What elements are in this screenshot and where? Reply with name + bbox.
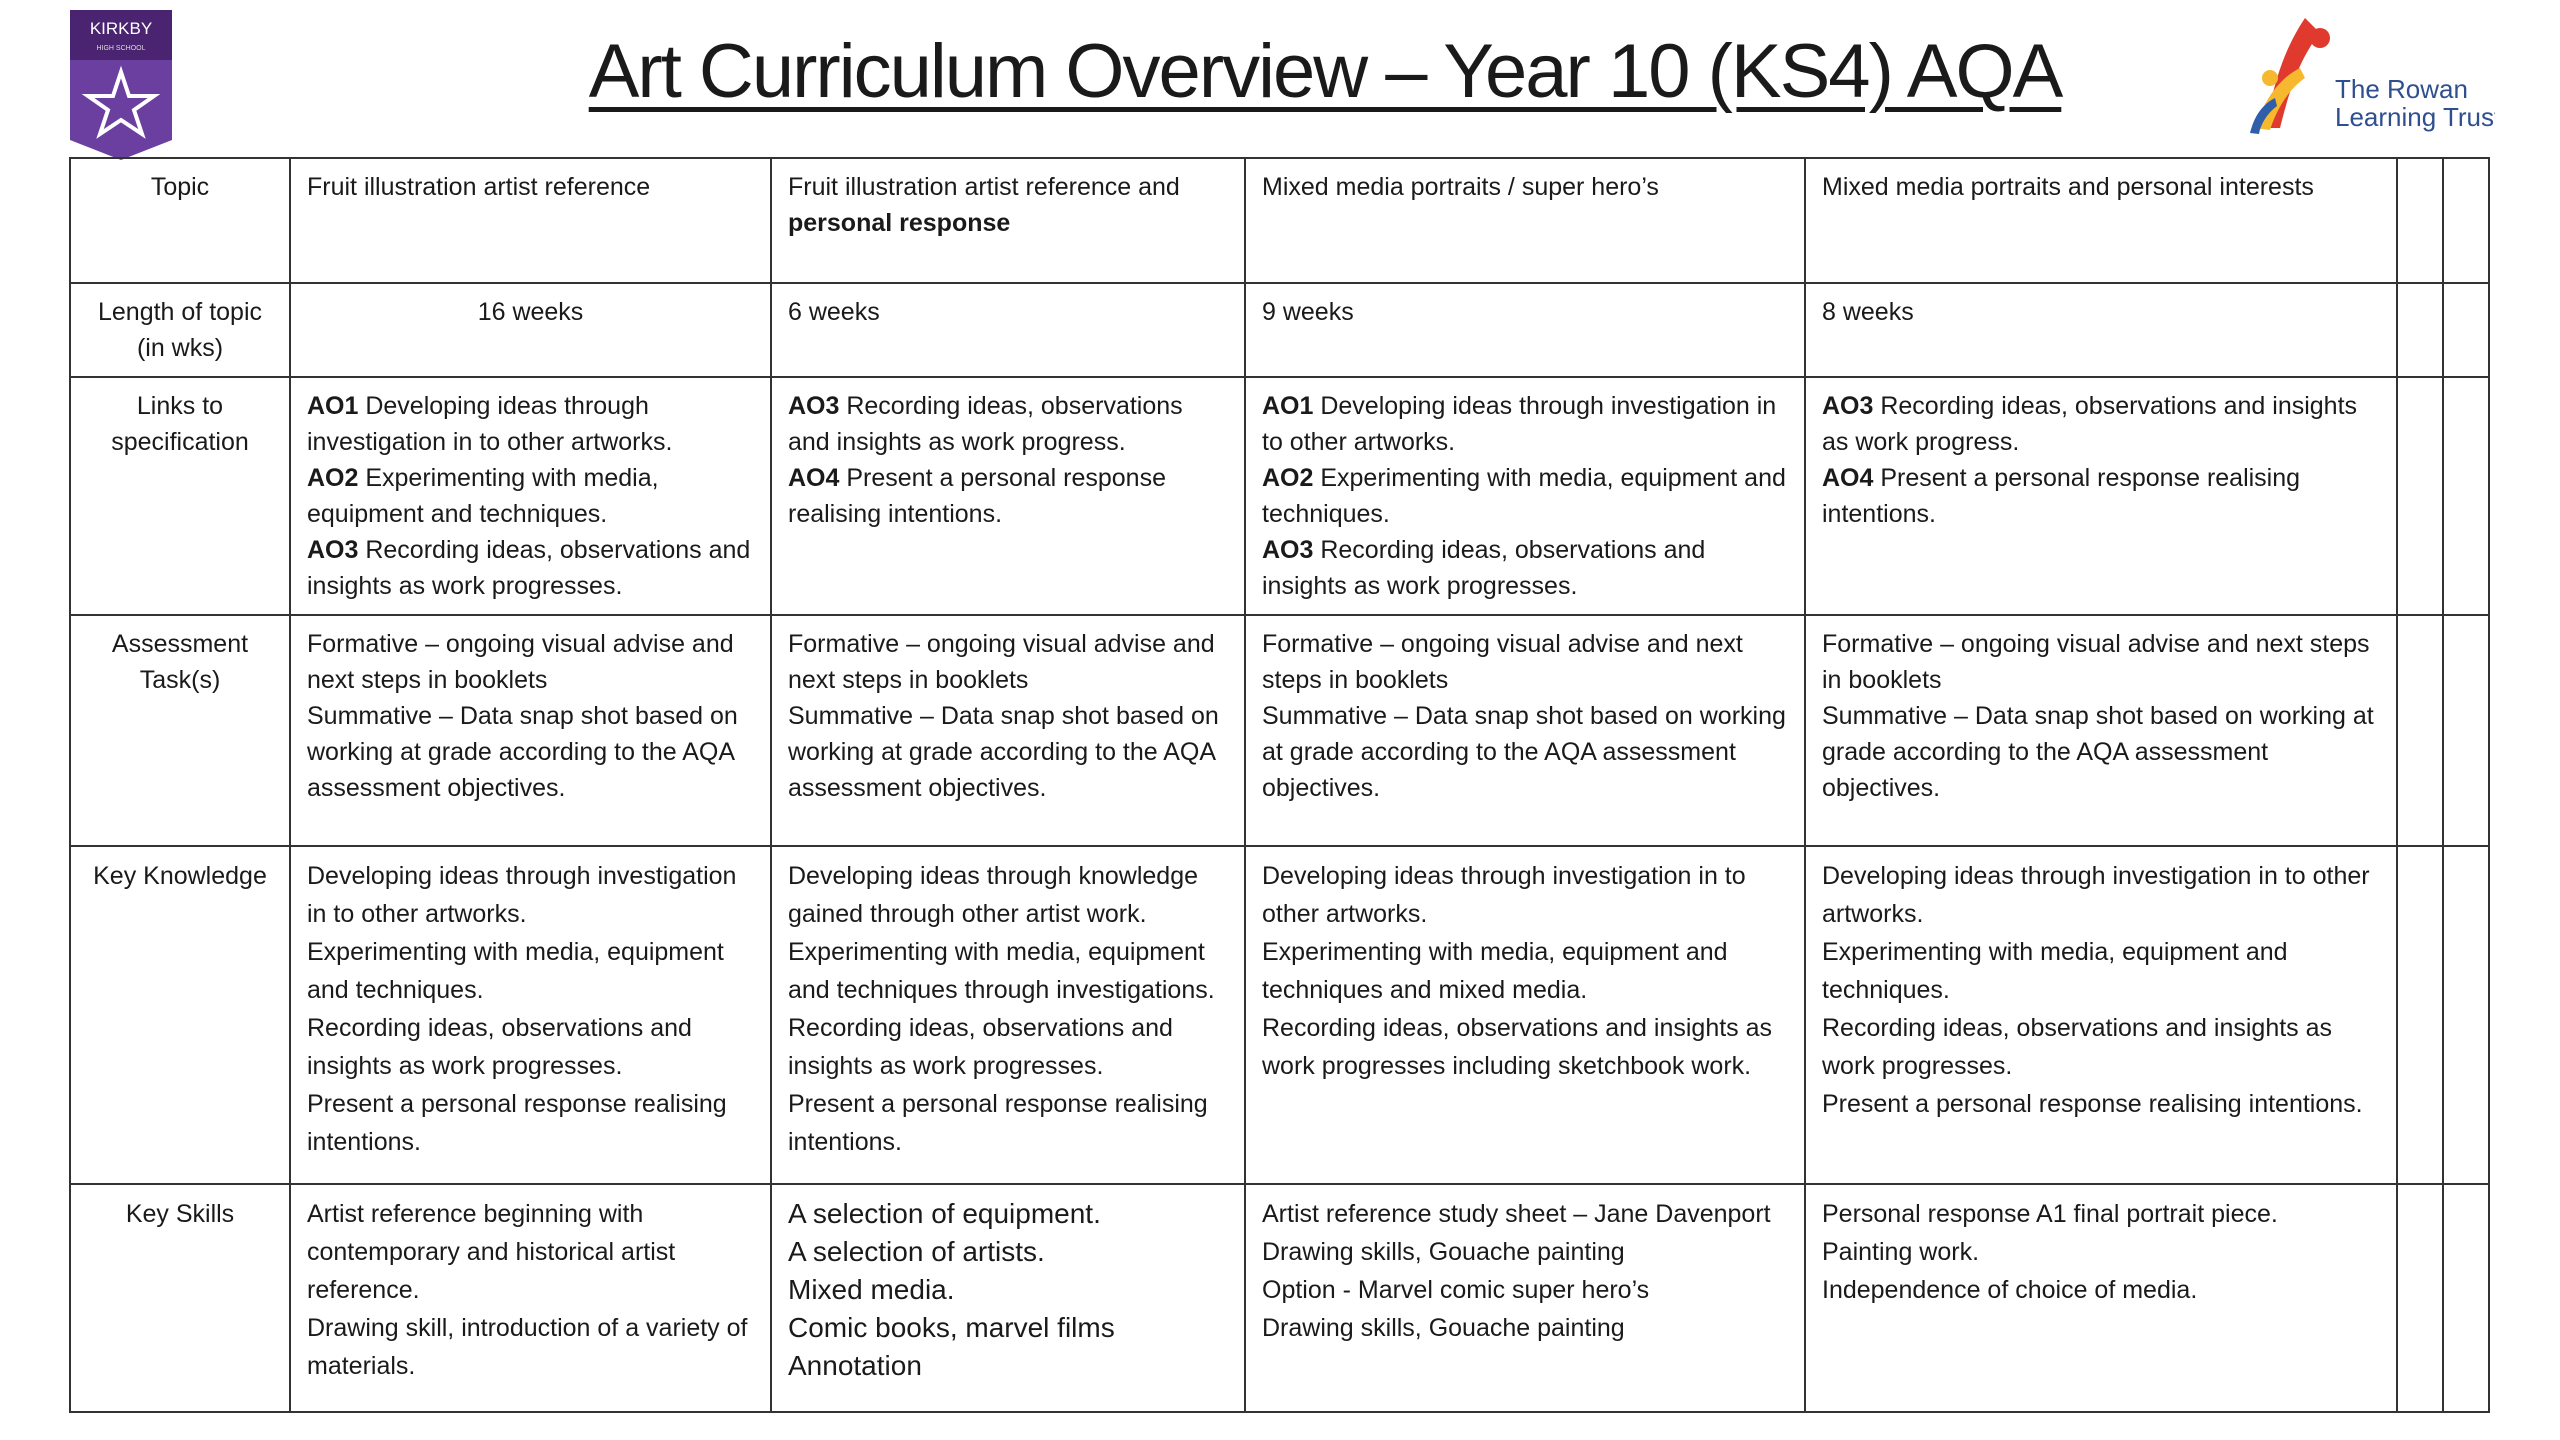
spec-objective bbox=[788, 388, 1228, 460]
spec-objective bbox=[1262, 532, 1788, 604]
table-cell bbox=[1245, 1184, 1805, 1412]
table-row-links bbox=[70, 377, 2489, 615]
cell-text: Recording ideas, observations and insights as work progresses. bbox=[307, 1014, 692, 1080]
cell-text: 16 weeks bbox=[477, 298, 584, 326]
table-cell bbox=[1805, 615, 2397, 846]
row-label: Length of topic (in wks) bbox=[70, 283, 290, 377]
page-title: Art Curriculum Overview – Year 10 (KS4) AQA bbox=[588, 29, 2062, 114]
empty-cell bbox=[2443, 377, 2489, 615]
objective-text: Experimenting with media, equipment and techniques. bbox=[307, 464, 659, 528]
table-cell bbox=[290, 158, 771, 283]
objective-code: AO1 bbox=[307, 392, 359, 420]
table-row-topic bbox=[70, 158, 2489, 283]
empty-cell bbox=[2397, 283, 2443, 377]
table-cell bbox=[290, 283, 771, 377]
spec-objective bbox=[1262, 388, 1788, 460]
table-cell bbox=[1245, 615, 1805, 846]
cell-text: Summative – Data snap shot based on working at grade according to the AQA assessment objectives. bbox=[1262, 702, 1786, 802]
row-label: Assessment Task(s) bbox=[70, 615, 290, 846]
objective-code: AO4 bbox=[1822, 464, 1874, 492]
objective-text: Experimenting with media, equipment and techniques. bbox=[1262, 464, 1786, 528]
table-cell bbox=[1805, 158, 2397, 283]
cell-text: Summative – Data snap shot based on working at grade according to the AQA assessment objectives. bbox=[307, 702, 738, 802]
objective-text: Present a personal response realising intentions. bbox=[1822, 464, 2301, 528]
empty-cell bbox=[2443, 1184, 2489, 1412]
cell-text: A selection of equipment. bbox=[788, 1198, 1101, 1229]
spec-objective bbox=[788, 460, 1228, 532]
cell-text: Drawing skill, introduction of a variety of materials. bbox=[307, 1314, 748, 1380]
row-label: Links to specification bbox=[70, 377, 290, 615]
cell-text: Summative – Data snap shot based on working at grade according to the AQA assessment objectives. bbox=[1822, 702, 2374, 802]
cell-text: Developing ideas through knowledge gained through other artist work. bbox=[788, 862, 1199, 928]
cell-text: Formative – ongoing visual advise and next steps in booklets bbox=[788, 630, 1215, 694]
row-label: Key Knowledge bbox=[70, 846, 290, 1184]
row-label: Key Skills bbox=[70, 1184, 290, 1412]
table-row-key-knowledge bbox=[70, 846, 2489, 1184]
cell-text: Experimenting with media, equipment and techniques. bbox=[1822, 938, 2288, 1004]
table-cell bbox=[771, 846, 1245, 1184]
cell-text: Experimenting with media, equipment and techniques through investigations. bbox=[788, 938, 1215, 1004]
cell-text: Fruit illustration artist reference and bbox=[788, 173, 1180, 201]
table-cell bbox=[1805, 846, 2397, 1184]
svg-text:HIGH SCHOOL: HIGH SCHOOL bbox=[96, 45, 146, 52]
table-cell bbox=[290, 846, 771, 1184]
cell-text: Developing ideas through investigation in to other artworks. bbox=[1262, 862, 1746, 928]
cell-text: Formative – ongoing visual advise and next steps in booklets bbox=[307, 630, 734, 694]
cell-text: Experimenting with media, equipment and techniques and mixed media. bbox=[1262, 938, 1728, 1004]
spec-objective bbox=[307, 388, 754, 460]
cell-text: Recording ideas, observations and insights as work progresses. bbox=[1822, 1014, 2333, 1080]
cell-text: Experimenting with media, equipment and techniques. bbox=[307, 938, 724, 1004]
cell-text: Mixed media portraits and personal interests bbox=[1822, 173, 2314, 201]
cell-text: Formative – ongoing visual advise and next steps in booklets bbox=[1262, 630, 1743, 694]
empty-cell bbox=[2397, 377, 2443, 615]
table-row-key-skills bbox=[70, 1184, 2489, 1412]
objective-text: Developing ideas through investigation in to other artworks. bbox=[1262, 392, 1777, 456]
cell-text: 6 weeks bbox=[788, 298, 880, 326]
table-cell bbox=[1245, 377, 1805, 615]
empty-cell bbox=[2397, 1184, 2443, 1412]
cell-text: Summative – Data snap shot based on working at grade according to the AQA assessment objectives. bbox=[788, 702, 1219, 802]
cell-text: Present a personal response realising intentions. bbox=[1822, 1090, 2363, 1118]
table-cell bbox=[290, 377, 771, 615]
empty-cell bbox=[2443, 846, 2489, 1184]
cell-text: Independence of choice of media. bbox=[1822, 1276, 2198, 1304]
table-cell bbox=[1245, 846, 1805, 1184]
table-cell bbox=[1245, 158, 1805, 283]
cell-text: Present a personal response realising intentions. bbox=[788, 1090, 1208, 1156]
cell-text: Comic books, marvel films bbox=[788, 1312, 1115, 1343]
spec-objective bbox=[1262, 460, 1788, 532]
curriculum-table bbox=[69, 157, 2490, 1413]
spec-objective bbox=[307, 532, 754, 604]
cell-text: 8 weeks bbox=[1822, 298, 1914, 326]
cell-text: Painting work. bbox=[1822, 1238, 1980, 1266]
cell-text: Option - Marvel comic super hero’s bbox=[1262, 1276, 1650, 1304]
cell-text: Recording ideas, observations and insights as work progresses. bbox=[788, 1014, 1173, 1080]
cell-text: Mixed media. bbox=[788, 1274, 955, 1305]
svg-text:Learning Trust: Learning Trust bbox=[2335, 102, 2495, 132]
table-row-assessment bbox=[70, 615, 2489, 846]
objective-code: AO2 bbox=[307, 464, 359, 492]
cell-text: Fruit illustration artist reference bbox=[307, 173, 651, 201]
rowan-trust-logo bbox=[2245, 8, 2495, 138]
objective-code: AO1 bbox=[1262, 392, 1314, 420]
objective-text: Recording ideas, observations and insights as work progress. bbox=[1822, 392, 2358, 456]
table-cell bbox=[1805, 377, 2397, 615]
table-cell bbox=[1805, 283, 2397, 377]
objective-text: Developing ideas through investigation in to other artworks. bbox=[307, 392, 673, 456]
svg-text:The Rowan: The Rowan bbox=[2335, 74, 2468, 104]
empty-cell bbox=[2443, 615, 2489, 846]
table-cell bbox=[771, 377, 1245, 615]
objective-code: AO3 bbox=[1822, 392, 1874, 420]
objective-text: Recording ideas, observations and insights as work progress. bbox=[788, 392, 1183, 456]
cell-text: Mixed media portraits / super hero’s bbox=[1262, 173, 1659, 201]
cell-text: Present a personal response realising intentions. bbox=[307, 1090, 727, 1156]
cell-text: Recording ideas, observations and insights as work progresses including sketchbook work. bbox=[1262, 1014, 1773, 1080]
table-cell bbox=[771, 1184, 1245, 1412]
objective-code: AO3 bbox=[1262, 536, 1314, 564]
empty-cell bbox=[2443, 158, 2489, 283]
objective-code: AO3 bbox=[788, 392, 840, 420]
objective-text: Recording ideas, observations and insights as work progresses. bbox=[1262, 536, 1706, 600]
empty-cell bbox=[2397, 846, 2443, 1184]
cell-text: Drawing skills, Gouache painting bbox=[1262, 1238, 1625, 1266]
empty-cell bbox=[2397, 615, 2443, 846]
cell-text: A selection of artists. bbox=[788, 1236, 1045, 1267]
cell-text: Artist reference study sheet – Jane Davenport bbox=[1262, 1200, 1771, 1228]
spec-objective bbox=[1822, 388, 2380, 460]
spec-objective bbox=[307, 460, 754, 532]
table-cell bbox=[290, 1184, 771, 1412]
table-row-length bbox=[70, 283, 2489, 377]
objective-code: AO4 bbox=[788, 464, 840, 492]
table-cell bbox=[771, 615, 1245, 846]
cell-text-bold: personal response bbox=[788, 209, 1011, 237]
cell-text: Developing ideas through investigation in to other artworks. bbox=[307, 862, 737, 928]
empty-cell bbox=[2443, 283, 2489, 377]
objective-text: Recording ideas, observations and insights as work progresses. bbox=[307, 536, 751, 600]
cell-text: Formative – ongoing visual advise and next steps in booklets bbox=[1822, 630, 2370, 694]
table-cell bbox=[771, 283, 1245, 377]
table-cell bbox=[290, 615, 771, 846]
cell-text: Artist reference beginning with contemporary and historical artist reference. bbox=[307, 1200, 676, 1304]
objective-code: AO2 bbox=[1262, 464, 1314, 492]
cell-text: 9 weeks bbox=[1262, 298, 1354, 326]
table-cell bbox=[1805, 1184, 2397, 1412]
svg-text:KIRKBY: KIRKBY bbox=[89, 19, 153, 38]
table-cell bbox=[1245, 283, 1805, 377]
spec-objective bbox=[1822, 460, 2380, 532]
empty-cell bbox=[2397, 158, 2443, 283]
objective-code: AO3 bbox=[307, 536, 359, 564]
cell-text: Drawing skills, Gouache painting bbox=[1262, 1314, 1625, 1342]
table-cell bbox=[771, 158, 1245, 283]
cell-text: Personal response A1 final portrait piece. bbox=[1822, 1200, 2278, 1228]
cell-text: Annotation bbox=[788, 1350, 922, 1381]
cell-text: Developing ideas through investigation in to other artworks. bbox=[1822, 862, 2370, 928]
objective-text: Present a personal response realising intentions. bbox=[788, 464, 1166, 528]
row-label: Topic bbox=[70, 158, 290, 283]
